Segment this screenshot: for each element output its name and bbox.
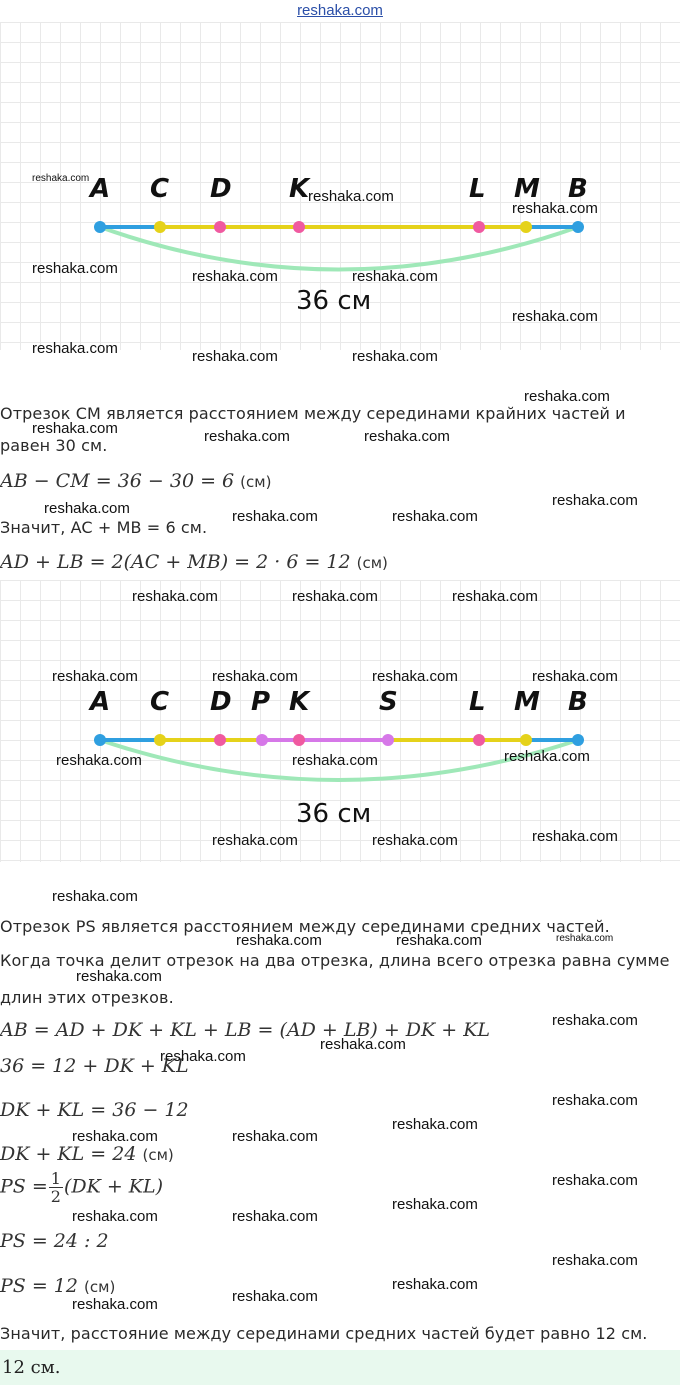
point-B	[572, 734, 584, 746]
watermark: reshaka.com	[308, 188, 394, 205]
point-K	[293, 734, 305, 746]
watermark: reshaka.com	[372, 668, 458, 685]
watermark: reshaka.com	[72, 1128, 158, 1145]
watermark: reshaka.com	[72, 1296, 158, 1313]
watermark: reshaka.com	[232, 1128, 318, 1145]
formula-ab-minus-cm	[0, 470, 271, 492]
conclusion-text: Значит, расстояние между серединами средних частей будет равно 12 см.	[0, 1324, 648, 1343]
segment-diagram-2	[0, 580, 680, 862]
label-A: A	[90, 174, 111, 204]
fraction-numerator: 1	[50, 1169, 61, 1188]
point-L	[473, 221, 485, 233]
formula-ad-lb-expr: AD + LB = 2(AC + MB) = 2 · 6 = 12	[0, 551, 351, 573]
label-L: L	[469, 687, 486, 717]
watermark: reshaka.com	[452, 588, 538, 605]
site-link[interactable]: reshaka.com	[297, 2, 383, 19]
watermark: reshaka.com	[392, 1196, 478, 1213]
segment-diagram-2-svg	[0, 580, 680, 862]
watermark: reshaka.com	[556, 933, 614, 944]
label-A: A	[90, 687, 111, 717]
point-D	[214, 734, 226, 746]
fraction-denominator: 2	[50, 1187, 61, 1206]
watermark: reshaka.com	[512, 308, 598, 325]
length-arc	[100, 227, 578, 270]
point-L	[473, 734, 485, 746]
formula-ps-half-right: (DK + KL)	[63, 1175, 164, 1198]
watermark: reshaka.com	[552, 492, 638, 509]
watermark: reshaka.com	[392, 1116, 478, 1133]
watermark: reshaka.com	[52, 668, 138, 685]
watermark: reshaka.com	[160, 1048, 246, 1065]
fraction-one-half	[49, 1170, 63, 1205]
length-label: 36 см	[296, 799, 372, 829]
label-C: C	[150, 687, 170, 717]
label-B: B	[568, 174, 588, 204]
paragraph-cm-line2: равен 30 см.	[0, 436, 108, 455]
watermark: reshaka.com	[292, 752, 378, 769]
label-D: D	[210, 687, 232, 717]
formula-36: 36 = 12 + DK + KL	[0, 1055, 189, 1077]
formula-ps-half-left: PS =	[0, 1175, 48, 1198]
watermark: reshaka.com	[44, 500, 130, 517]
watermark: reshaka.com	[212, 832, 298, 849]
formula-dk-kl-24-expr: DK + KL = 24	[0, 1143, 137, 1165]
watermark: reshaka.com	[392, 508, 478, 525]
point-A	[94, 221, 106, 233]
watermark: reshaka.com	[232, 508, 318, 525]
unit-cm: (см)	[240, 473, 272, 491]
point-S	[382, 734, 394, 746]
watermark: reshaka.com	[372, 832, 458, 849]
paragraph-ps: Отрезок PS является расстоянием между серединами средних частей.	[0, 917, 610, 936]
watermark: reshaka.com	[352, 268, 438, 285]
length-label: 36 см	[296, 286, 372, 316]
point-M	[520, 221, 532, 233]
watermark: reshaka.com	[552, 1092, 638, 1109]
point-C	[154, 221, 166, 233]
formula-dk-kl-24	[0, 1143, 174, 1165]
label-K: K	[289, 687, 310, 717]
watermark: reshaka.com	[524, 388, 610, 405]
point-C	[154, 734, 166, 746]
watermark: reshaka.com	[72, 1208, 158, 1225]
watermark: reshaka.com	[212, 668, 298, 685]
label-P: P	[251, 687, 271, 717]
formula-ps-half	[0, 1170, 163, 1205]
paragraph-cm-line1: Отрезок CM является расстоянием между серединами крайних частей и	[0, 404, 626, 423]
watermark: reshaka.com	[364, 428, 450, 445]
watermark: reshaka.com	[292, 588, 378, 605]
watermark: reshaka.com	[32, 173, 90, 184]
watermark: reshaka.com	[552, 1252, 638, 1269]
paragraph-ac-mb: Значит, AC + MB = 6 см.	[0, 518, 208, 537]
segment-diagram-1	[0, 22, 680, 350]
point-P	[256, 734, 268, 746]
paragraph-sum-rule-line1: Когда точка делит отрезок на два отрезка, длина всего отрезка равна сумме	[0, 951, 670, 970]
segment-diagram-1-svg	[0, 22, 680, 350]
formula-ps-12-expr: PS = 12	[0, 1275, 78, 1297]
watermark: reshaka.com	[52, 888, 138, 905]
point-A	[94, 734, 106, 746]
watermark: reshaka.com	[552, 1172, 638, 1189]
watermark: reshaka.com	[204, 428, 290, 445]
watermark: reshaka.com	[192, 348, 278, 365]
point-D	[214, 221, 226, 233]
answer-box: 12 см.	[0, 1350, 680, 1385]
watermark: reshaka.com	[552, 1012, 638, 1029]
watermark: reshaka.com	[76, 968, 162, 985]
watermark: reshaka.com	[232, 1208, 318, 1225]
watermark: reshaka.com	[396, 932, 482, 949]
watermark: reshaka.com	[232, 1288, 318, 1305]
watermark: reshaka.com	[32, 260, 118, 277]
label-S: S	[379, 687, 398, 717]
watermark: reshaka.com	[532, 668, 618, 685]
formula-ps-12	[0, 1275, 115, 1297]
watermark: reshaka.com	[512, 200, 598, 217]
unit-cm: (см)	[142, 1146, 174, 1164]
watermark: reshaka.com	[32, 340, 118, 357]
label-C: C	[150, 174, 170, 204]
point-M	[520, 734, 532, 746]
label-B: B	[568, 687, 588, 717]
watermark: reshaka.com	[532, 828, 618, 845]
label-K: K	[289, 174, 310, 204]
watermark: reshaka.com	[392, 1276, 478, 1293]
label-D: D	[210, 174, 232, 204]
paragraph-sum-rule-line2: длин этих отрезков.	[0, 988, 174, 1007]
watermark: reshaka.com	[192, 268, 278, 285]
watermark: reshaka.com	[352, 348, 438, 365]
label-L: L	[469, 174, 486, 204]
formula-dk-kl-diff: DK + KL = 36 − 12	[0, 1099, 189, 1121]
watermark: reshaka.com	[56, 752, 142, 769]
formula-ab-sum: AB = AD + DK + KL + LB = (AD + LB) + DK + KL	[0, 1019, 491, 1041]
label-M: M	[514, 687, 540, 717]
point-B	[572, 221, 584, 233]
unit-cm: (см)	[356, 554, 388, 572]
point-K	[293, 221, 305, 233]
watermark: reshaka.com	[32, 420, 118, 437]
label-M: M	[514, 174, 540, 204]
formula-ad-lb	[0, 551, 388, 573]
watermark: reshaka.com	[132, 588, 218, 605]
watermark: reshaka.com	[504, 748, 590, 765]
watermark: reshaka.com	[236, 932, 322, 949]
unit-cm: (см)	[84, 1278, 116, 1296]
formula-ab-minus-cm-expr: AB − CM = 36 − 30 = 6	[0, 470, 235, 492]
watermark: reshaka.com	[320, 1036, 406, 1053]
formula-ps-div: PS = 24 : 2	[0, 1230, 109, 1252]
